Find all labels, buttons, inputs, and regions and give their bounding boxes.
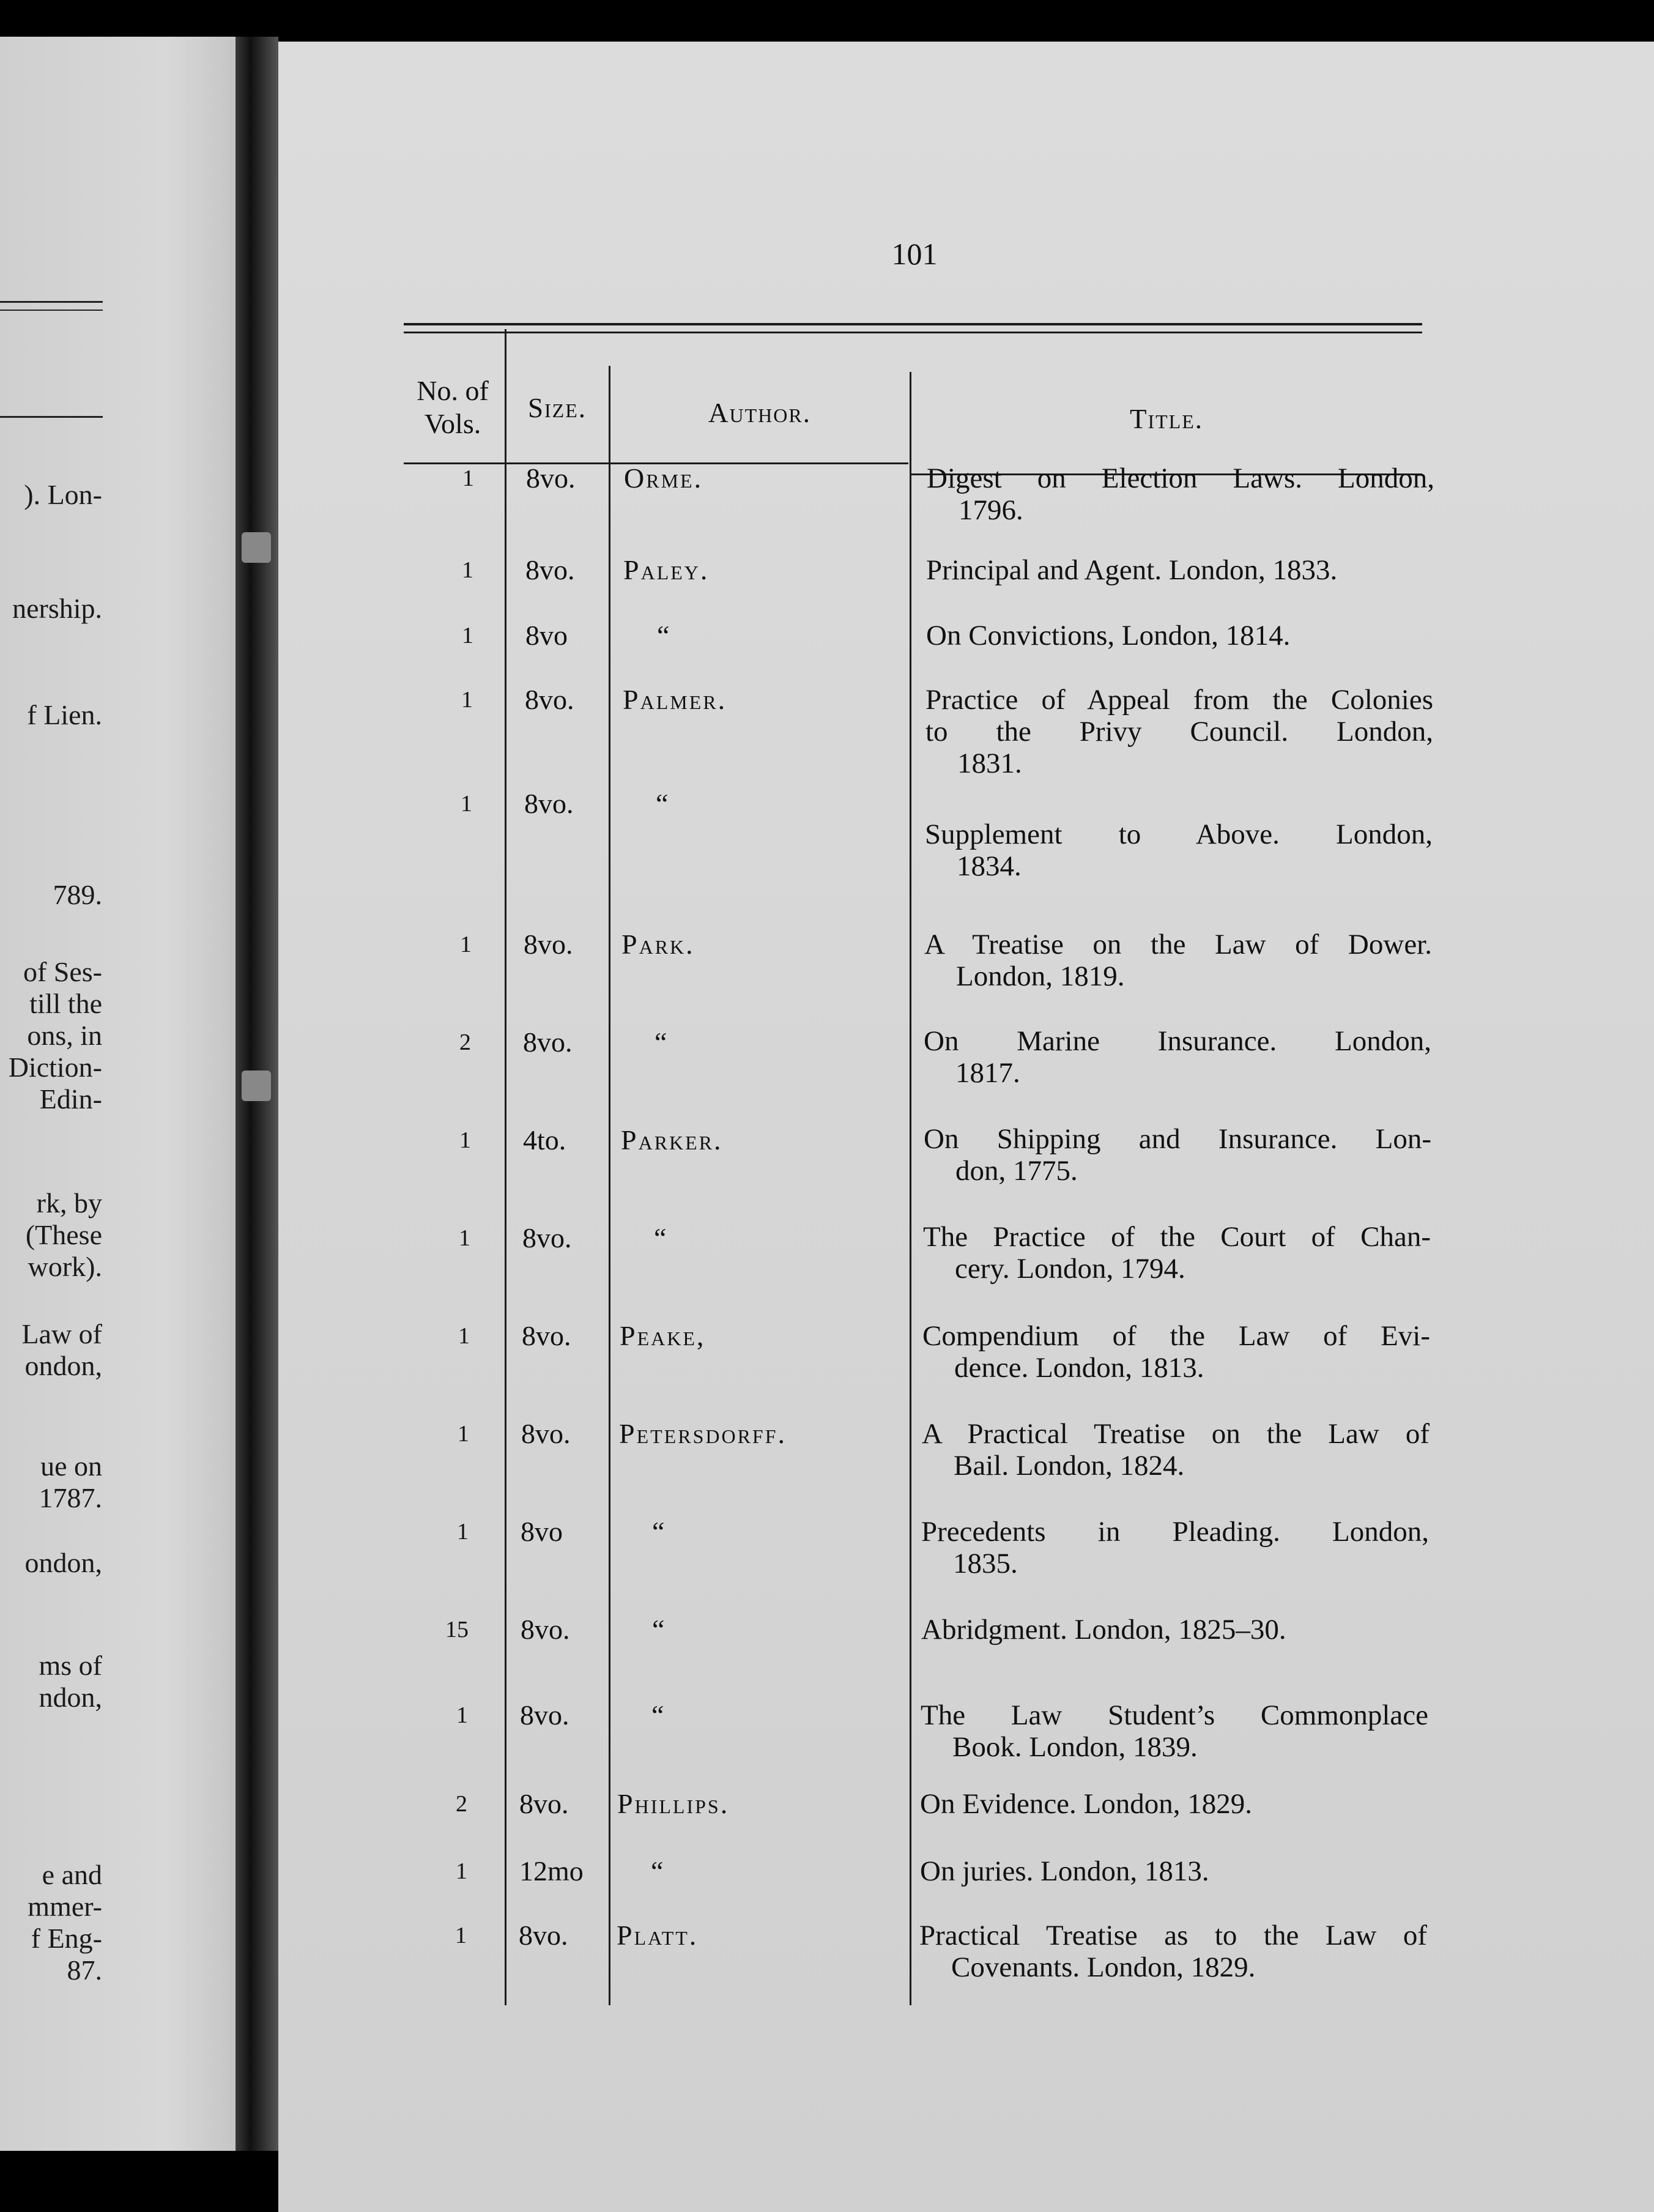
- left-facing-page: [0, 37, 240, 2151]
- title-line: don, 1775.: [955, 1155, 1078, 1187]
- author-cell: Palmer.: [623, 684, 727, 715]
- author-cell: Petersdorff.: [619, 1418, 787, 1449]
- title-line: Precedents in Pleading. London,: [921, 1516, 1429, 1548]
- left-fragment: 789.: [53, 879, 102, 910]
- title-cell: [921, 1516, 1429, 1579]
- title-line: The Practice of the Court of Chan-: [923, 1221, 1431, 1253]
- size-cell: 8vo.: [523, 1026, 573, 1058]
- vols-cell: 1: [456, 1858, 467, 1884]
- author-cell: “: [652, 1614, 667, 1645]
- title-line: On Convictions, London, 1814.: [926, 620, 1291, 651]
- size-cell: 8vo.: [526, 462, 576, 494]
- vols-cell: 1: [456, 1702, 468, 1728]
- author-cell: “: [651, 1855, 666, 1887]
- title-line: 1831.: [957, 748, 1022, 779]
- title-line: Practice of Appeal from the Colonies: [925, 684, 1433, 716]
- binding-stitch: [242, 1071, 271, 1101]
- title-cell: [920, 1788, 1428, 1820]
- author-cell: Phillips.: [617, 1788, 730, 1819]
- vols-cell: 1: [459, 1127, 471, 1153]
- vols-cell: 1: [458, 1323, 470, 1349]
- title-line: Digest on Election Laws. London,: [927, 462, 1434, 494]
- left-fragment: f Eng-: [31, 1923, 102, 1954]
- left-fragment: ondon,: [24, 1350, 102, 1381]
- page-number: 101: [891, 237, 938, 271]
- vols-cell: 2: [459, 1030, 471, 1055]
- title-line: On Marine Insurance. London,: [924, 1025, 1431, 1057]
- title-cell: [922, 1320, 1430, 1384]
- column-divider: [505, 329, 506, 2005]
- left-page-top-rule: [0, 301, 103, 303]
- column-divider: [910, 372, 911, 2005]
- title-cell: [926, 620, 1434, 651]
- title-cell: [921, 1699, 1428, 1763]
- title-line: Covenants. London, 1829.: [951, 1951, 1256, 1983]
- title-line: A Treatise on the Law of Dower.: [924, 929, 1432, 960]
- vols-cell: 1: [460, 932, 472, 957]
- author-cell: “: [652, 1516, 667, 1547]
- left-fragment: 87.: [67, 1954, 102, 1986]
- left-fragment: ons, in: [27, 1020, 102, 1051]
- size-cell: 8vo.: [522, 1222, 572, 1253]
- title-cell: [925, 818, 1433, 882]
- author-cell: “: [655, 1026, 669, 1058]
- size-cell: 8vo.: [519, 1920, 568, 1951]
- book-page: [278, 42, 1654, 2212]
- title-cell: [924, 1025, 1431, 1089]
- size-cell: 8vo.: [521, 1614, 570, 1645]
- left-fragment: 1787.: [39, 1482, 102, 1513]
- left-fragment: e and: [42, 1859, 102, 1890]
- title-cell: [919, 1920, 1427, 1983]
- left-fragment: work).: [28, 1251, 102, 1282]
- title-line: 1834.: [957, 850, 1022, 882]
- title-cell: [922, 1418, 1430, 1482]
- size-cell: 12mo: [519, 1855, 584, 1887]
- title-cell: [923, 1221, 1431, 1285]
- author-cell: “: [654, 1222, 669, 1253]
- size-cell: 8vo.: [524, 788, 574, 819]
- author-cell: “: [656, 788, 670, 819]
- title-line: London, 1819.: [956, 960, 1125, 992]
- left-fragment: (These: [25, 1219, 102, 1250]
- author-cell: Park.: [621, 929, 695, 960]
- header-author: Author.: [708, 398, 811, 428]
- title-line: On Evidence. London, 1829.: [920, 1788, 1253, 1820]
- title-cell: [926, 554, 1434, 586]
- header-vols-line: Vols.: [424, 408, 481, 439]
- title-line: Compendium of the Law of Evi-: [922, 1320, 1430, 1352]
- size-cell: 8vo.: [522, 1320, 571, 1351]
- left-fragment: ). Lon-: [24, 479, 102, 510]
- left-fragment: f Lien.: [27, 699, 102, 730]
- left-page-top-rule-secondary: [0, 310, 103, 311]
- left-fragment: till the: [29, 988, 102, 1019]
- left-fragment: ue on: [40, 1450, 102, 1482]
- column-divider: [609, 366, 610, 2005]
- vols-cell: 1: [462, 466, 474, 491]
- vols-cell: 1: [458, 1421, 469, 1447]
- left-fragment: ondon,: [24, 1547, 102, 1578]
- title-line: 1835.: [953, 1548, 1018, 1579]
- author-cell: “: [651, 1699, 666, 1731]
- title-line: Abridgment. London, 1825–30.: [921, 1614, 1286, 1646]
- vols-cell: 15: [445, 1617, 469, 1642]
- left-fragment: mmer-: [28, 1891, 102, 1922]
- title-line: Principal and Agent. London, 1833.: [926, 554, 1338, 586]
- vols-cell: 1: [459, 1225, 470, 1251]
- left-fragment: Diction-: [8, 1052, 102, 1083]
- author-cell: Platt.: [617, 1920, 699, 1951]
- size-cell: 8vo: [525, 620, 568, 651]
- title-line: dence. London, 1813.: [954, 1352, 1204, 1384]
- vols-cell: 1: [462, 557, 473, 583]
- author-cell: Peake,: [620, 1320, 706, 1351]
- table-top-rule: [404, 323, 1422, 325]
- size-cell: 8vo.: [521, 1418, 571, 1449]
- vols-cell: 1: [455, 1923, 467, 1948]
- left-page-header-rule: [0, 416, 103, 418]
- left-fragment: of Ses-: [23, 956, 102, 987]
- author-cell: “: [657, 620, 672, 651]
- title-cell: [924, 929, 1432, 992]
- title-cell: [927, 462, 1434, 526]
- vols-cell: 1: [457, 1519, 469, 1545]
- left-fragment: rk, by: [36, 1187, 102, 1219]
- left-fragment: Law of: [21, 1318, 102, 1349]
- title-line: The Law Student’s Commonplace: [921, 1699, 1428, 1731]
- binding-stitch: [242, 532, 271, 563]
- vols-cell: 1: [461, 791, 472, 817]
- title-line: On Shipping and Insurance. Lon-: [924, 1123, 1431, 1155]
- left-fragment: ndon,: [39, 1682, 102, 1713]
- size-cell: 8vo: [521, 1516, 563, 1547]
- vols-cell: 1: [461, 687, 473, 713]
- title-line: A Practical Treatise on the Law of: [922, 1418, 1430, 1450]
- author-cell: Orme.: [624, 462, 703, 494]
- author-cell: Parker.: [621, 1124, 723, 1156]
- table-top-rule-secondary: [404, 332, 1422, 333]
- vols-cell: 1: [462, 623, 473, 648]
- title-line: to the Privy Council. London,: [925, 716, 1433, 748]
- title-cell: [925, 684, 1433, 779]
- title-line: Supplement to Above. London,: [925, 818, 1433, 850]
- title-line: Practical Treatise as to the Law of: [919, 1920, 1427, 1951]
- title-line: 1796.: [959, 494, 1023, 526]
- size-cell: 8vo.: [520, 1699, 569, 1731]
- vols-cell: 2: [456, 1791, 467, 1817]
- size-cell: 8vo.: [525, 684, 574, 715]
- title-line: Book. London, 1839.: [952, 1731, 1198, 1763]
- header-size: Size.: [527, 393, 587, 423]
- title-cell: [920, 1855, 1428, 1887]
- title-line: Bail. London, 1824.: [954, 1450, 1185, 1482]
- size-cell: 8vo.: [525, 554, 575, 585]
- header-vols-line: No. of: [417, 375, 489, 406]
- left-fragment: nership.: [12, 593, 102, 624]
- size-cell: 4to.: [523, 1124, 566, 1156]
- title-line: 1817.: [955, 1057, 1020, 1089]
- header-title: Title.: [1129, 404, 1204, 434]
- title-cell: [921, 1614, 1429, 1646]
- left-fragment: Edin-: [39, 1083, 102, 1115]
- title-cell: [924, 1123, 1431, 1187]
- size-cell: 8vo.: [524, 929, 573, 960]
- author-cell: Paley.: [623, 554, 710, 585]
- title-line: cery. London, 1794.: [955, 1253, 1185, 1285]
- size-cell: 8vo.: [519, 1788, 569, 1819]
- title-line: On juries. London, 1813.: [920, 1855, 1209, 1887]
- left-fragment: ms of: [39, 1650, 102, 1681]
- header-vols: [401, 374, 505, 440]
